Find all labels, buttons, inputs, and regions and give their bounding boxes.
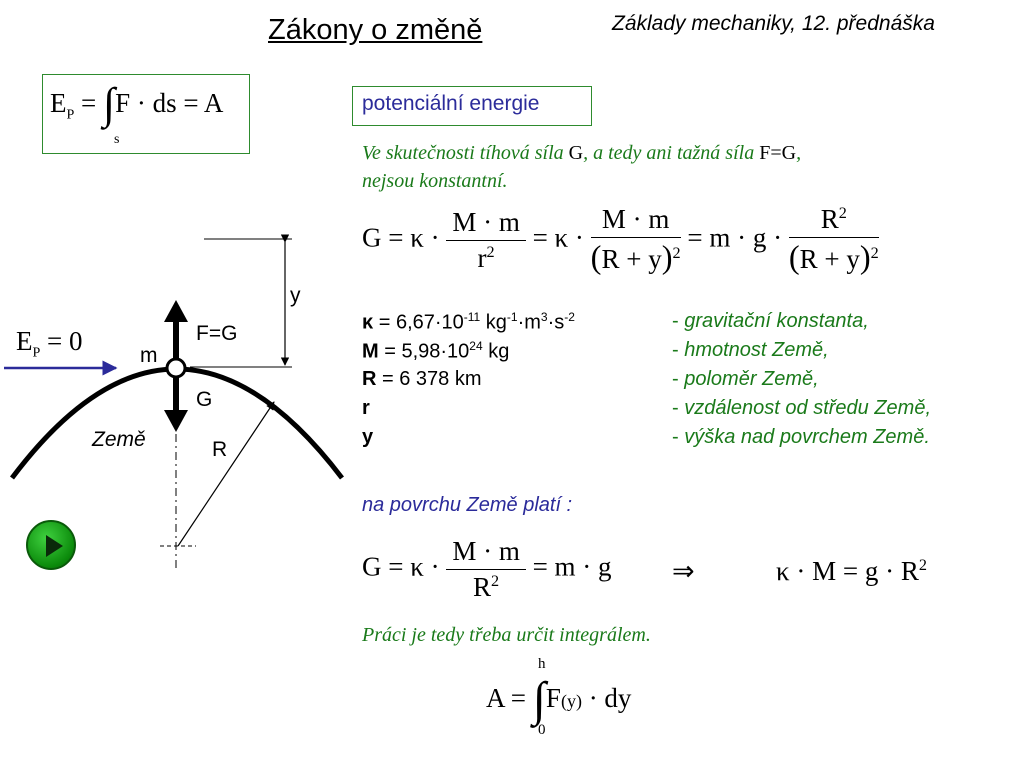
work-text: Práci je tedy třeba určit integrálem. [362, 624, 651, 646]
surface-text: na povrchu Země platí : [362, 494, 573, 516]
mass-label: m [140, 344, 158, 367]
gravity-f3-num: $R^2$ [789, 204, 879, 238]
intro-part-1: Ve skutečnosti tíhová síla [362, 142, 569, 164]
gravity-fraction-3 [789, 204, 879, 277]
intro-line-1 [362, 142, 801, 165]
gravity-f2-num: M · m [591, 204, 681, 238]
energy-formula-integrand: F · ds [115, 88, 177, 118]
constant-kappa: $\kappa = 6,67\cdot 10^{-11}$ $kg^{-1}\cdot m^3\cdot s^{-2}$ [362, 310, 575, 334]
energy-formula-lower-limit: s [114, 132, 120, 147]
constant-y: y [362, 426, 374, 448]
work-integrand-sub: (y) [560, 691, 582, 711]
height-label: y [290, 284, 301, 307]
energy-label: potenciální energie [362, 92, 540, 115]
constant-r-upper: R = 6 378 km [362, 368, 482, 390]
surface-eq-rhs: = m · g [532, 551, 612, 582]
surface-equation [362, 536, 612, 603]
work-lower-limit: 0 [538, 722, 546, 738]
constant-row-kappa [362, 310, 931, 339]
lecture-subtitle: Základy mechaniky, 12. přednáška [612, 12, 935, 35]
work-eq-lhs: A = [486, 683, 526, 713]
force-label: F=G [196, 322, 238, 345]
constant-row-r-upper [362, 368, 931, 397]
work-equation [486, 673, 632, 726]
surface-num: M · m [446, 536, 526, 570]
constants-table [362, 310, 931, 455]
energy-formula-lhs: E [50, 88, 67, 118]
intro-part-3: , [796, 142, 802, 164]
surface-fraction [446, 536, 526, 603]
gravity-down-head [164, 410, 188, 432]
work-upper-limit: h [538, 656, 546, 672]
energy-formula-eq2: = [183, 88, 199, 118]
gravity-f1-den: $r^2$ [477, 243, 495, 273]
force-up-head [164, 300, 188, 322]
constant-row-y [362, 426, 931, 455]
ep-zero-label: $E_P = 0$ [16, 326, 83, 361]
energy-formula-rhs: A [203, 88, 224, 118]
work-integrand-tail: · dy [581, 683, 632, 713]
intro-fg: F=G [759, 142, 797, 164]
surface-result: $\kappa \cdot M = g \cdot R^2$ [776, 556, 927, 586]
constant-r-lower-desc: - vzdálenost od středu Země, [672, 397, 932, 419]
constant-m: $M = 5,98\cdot 10^{24}$ kg [362, 339, 510, 363]
energy-formula-eq1: = [81, 88, 97, 118]
constant-y-desc: - výška nad povrchem Země. [672, 426, 930, 448]
radius-arrow [178, 402, 274, 546]
gravity-eq-mid-2: = m · g · [687, 222, 783, 253]
work-integrand-f: F [545, 683, 561, 713]
intro-line-2: nejsou konstantní. [362, 170, 508, 192]
surface-eq-lhs: G = κ · [362, 551, 440, 582]
constant-r-upper-desc: - poloměr Země, [672, 368, 819, 390]
implies-sign: ⇒ [672, 556, 695, 586]
gravity-f1-num: M · m [446, 207, 526, 241]
gravity-eq-lhs: G = κ · [362, 222, 440, 253]
energy-formula [50, 79, 224, 128]
gravity-f2-den: $(R + y)^2$ [590, 240, 681, 276]
constant-kappa-desc: - gravitační konstanta, [672, 310, 869, 332]
integral-sign: ∫ [103, 79, 116, 128]
work-integral-sign: ∫ [532, 673, 546, 726]
gravity-fraction-1 [446, 207, 526, 274]
surface-den: $R^2$ [473, 572, 500, 602]
page-title: Zákony o změně [268, 14, 483, 46]
mass-point [167, 359, 185, 377]
gravity-equation [362, 204, 879, 277]
earth-label: Země [92, 428, 146, 451]
constant-r-lower: r [362, 397, 370, 419]
gravity-fraction-2 [591, 204, 681, 277]
constant-row-r-lower [362, 397, 931, 426]
play-icon [46, 535, 63, 557]
play-button[interactable] [26, 520, 76, 570]
constant-row-m [362, 339, 931, 368]
constant-m-desc: - hmotnost Země, [672, 339, 829, 361]
gravity-f3-den: $(R + y)^2$ [788, 240, 879, 276]
intro-part-2: , a tedy ani tažná síla [583, 142, 760, 164]
energy-formula-lhs-sub: P [66, 107, 75, 123]
intro-g: G [568, 142, 584, 164]
gravity-eq-mid-1: = κ · [532, 222, 584, 253]
gravity-label: G [196, 388, 213, 411]
radius-label: R [212, 438, 228, 461]
